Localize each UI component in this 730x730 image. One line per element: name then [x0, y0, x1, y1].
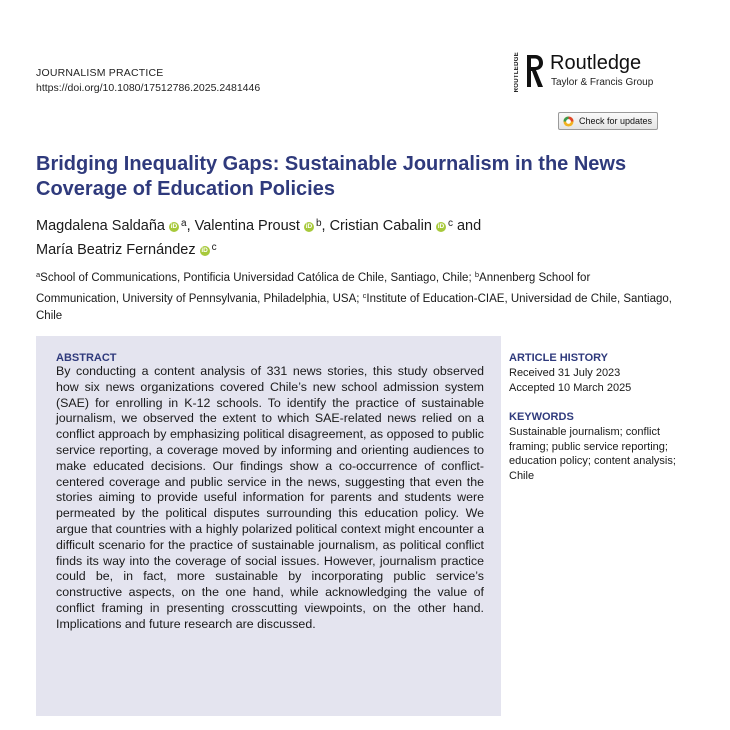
publisher-vertical-text: ROUTLEDGE: [514, 52, 520, 93]
affil-text: Annenberg School for Communication, University of Pennsylvania, Philadelphia, USA;: [36, 272, 591, 305]
received-date: Received 31 July 2023: [509, 366, 621, 379]
orcid-icon[interactable]: iD: [201, 247, 208, 254]
abstract-text: By conducting a content analysis of 331 news stories, this study observed how six news organizations covered Chile’s new school admission system (SAE) for enrolling in K-12 schools. To identify the practice of sustainable journalism, we observed the extent to which SAE-related news relied on a conflict approach by emphasizing political disagreement, as opposed to public service reporting, a coverage moved by informing and orienting audiences to make educated decisions. Our findings show a co-occurrence of conflict-centered coverage and public service in the news, suggesting that even the stories aiming to provide useful information for parents and students were permeated by the political disputes surrounding this education policy. We argue that countries with a highly polarized political context might encounter a difficult scenario for the practice of sustainable journalism, as political conflict finds its way into the coverage of social issues. However, journalism practice could be, in fact, more sustainable by incorporating public service’s constructive aspects, on the one hand, while acknowledging the value of conflict framing in presenting crosscutting viewpoints, on the other hand. Implications and future research are discussed.: [56, 364, 484, 631]
affil-sup: c: [362, 291, 367, 300]
affil-sup: b: [474, 270, 480, 279]
routledge-r-icon: [523, 53, 545, 89]
keywords-section: [509, 410, 679, 484]
author-name: Cristian Cabalin: [329, 218, 432, 234]
author-separator: and: [452, 218, 482, 234]
accepted-date: Accepted 10 March 2025: [509, 381, 632, 394]
article-history: [509, 351, 679, 395]
author-name: Magdalena Saldaña: [36, 218, 165, 234]
affil-text: Institute of Education-CIAE, Universidad de Chile, Santiago, Chile: [36, 293, 672, 322]
affiliations: [36, 266, 676, 325]
orcid-icon[interactable]: iD: [305, 223, 313, 230]
abstract-section: [36, 336, 501, 716]
author-separator: ,: [186, 218, 191, 234]
orcid-icon[interactable]: iD: [437, 223, 445, 230]
journal-name: JOURNALISM PRACTICE: [36, 67, 164, 79]
keywords-text: Sustainable journalism; conflict framing; public service reporting; education policy; content analysis; Chile: [509, 425, 676, 483]
author-separator: ,: [321, 218, 326, 234]
author-list: [36, 213, 636, 261]
affil-sup: a: [36, 270, 41, 279]
journal-header: [36, 66, 260, 96]
author-affil-sup: c: [211, 242, 217, 253]
check-for-updates-button[interactable]: [558, 112, 658, 130]
publisher-name: Routledge: [550, 52, 642, 74]
doi-link[interactable]: https://doi.org/10.1080/17512786.2025.2481446: [36, 82, 261, 94]
orcid-icon[interactable]: iD: [170, 223, 178, 230]
author-affil-sup: a: [181, 218, 187, 229]
author-affil-sup: b: [315, 218, 322, 229]
affil-text: School of Communications, Pontificia Universidad Católica de Chile, Santiago, Chile;: [40, 272, 472, 284]
check-for-updates-icon: [563, 116, 574, 127]
check-for-updates-label: Check for updates: [579, 116, 653, 126]
author-name: María Beatriz Fernández: [36, 242, 196, 258]
publisher-logo: [514, 50, 664, 96]
article-title: Bridging Inequality Gaps: Sustainable Journalism in the News Coverage of Education Policies: [36, 153, 627, 200]
keywords-heading: KEYWORDS: [509, 411, 574, 423]
author-name: Valentina Proust: [194, 218, 300, 234]
publisher-group: Taylor & Francis Group: [551, 77, 654, 88]
author-affil-sup: c: [447, 218, 453, 229]
abstract-heading: ABSTRACT: [56, 352, 117, 364]
article-history-heading: ARTICLE HISTORY: [509, 352, 609, 364]
